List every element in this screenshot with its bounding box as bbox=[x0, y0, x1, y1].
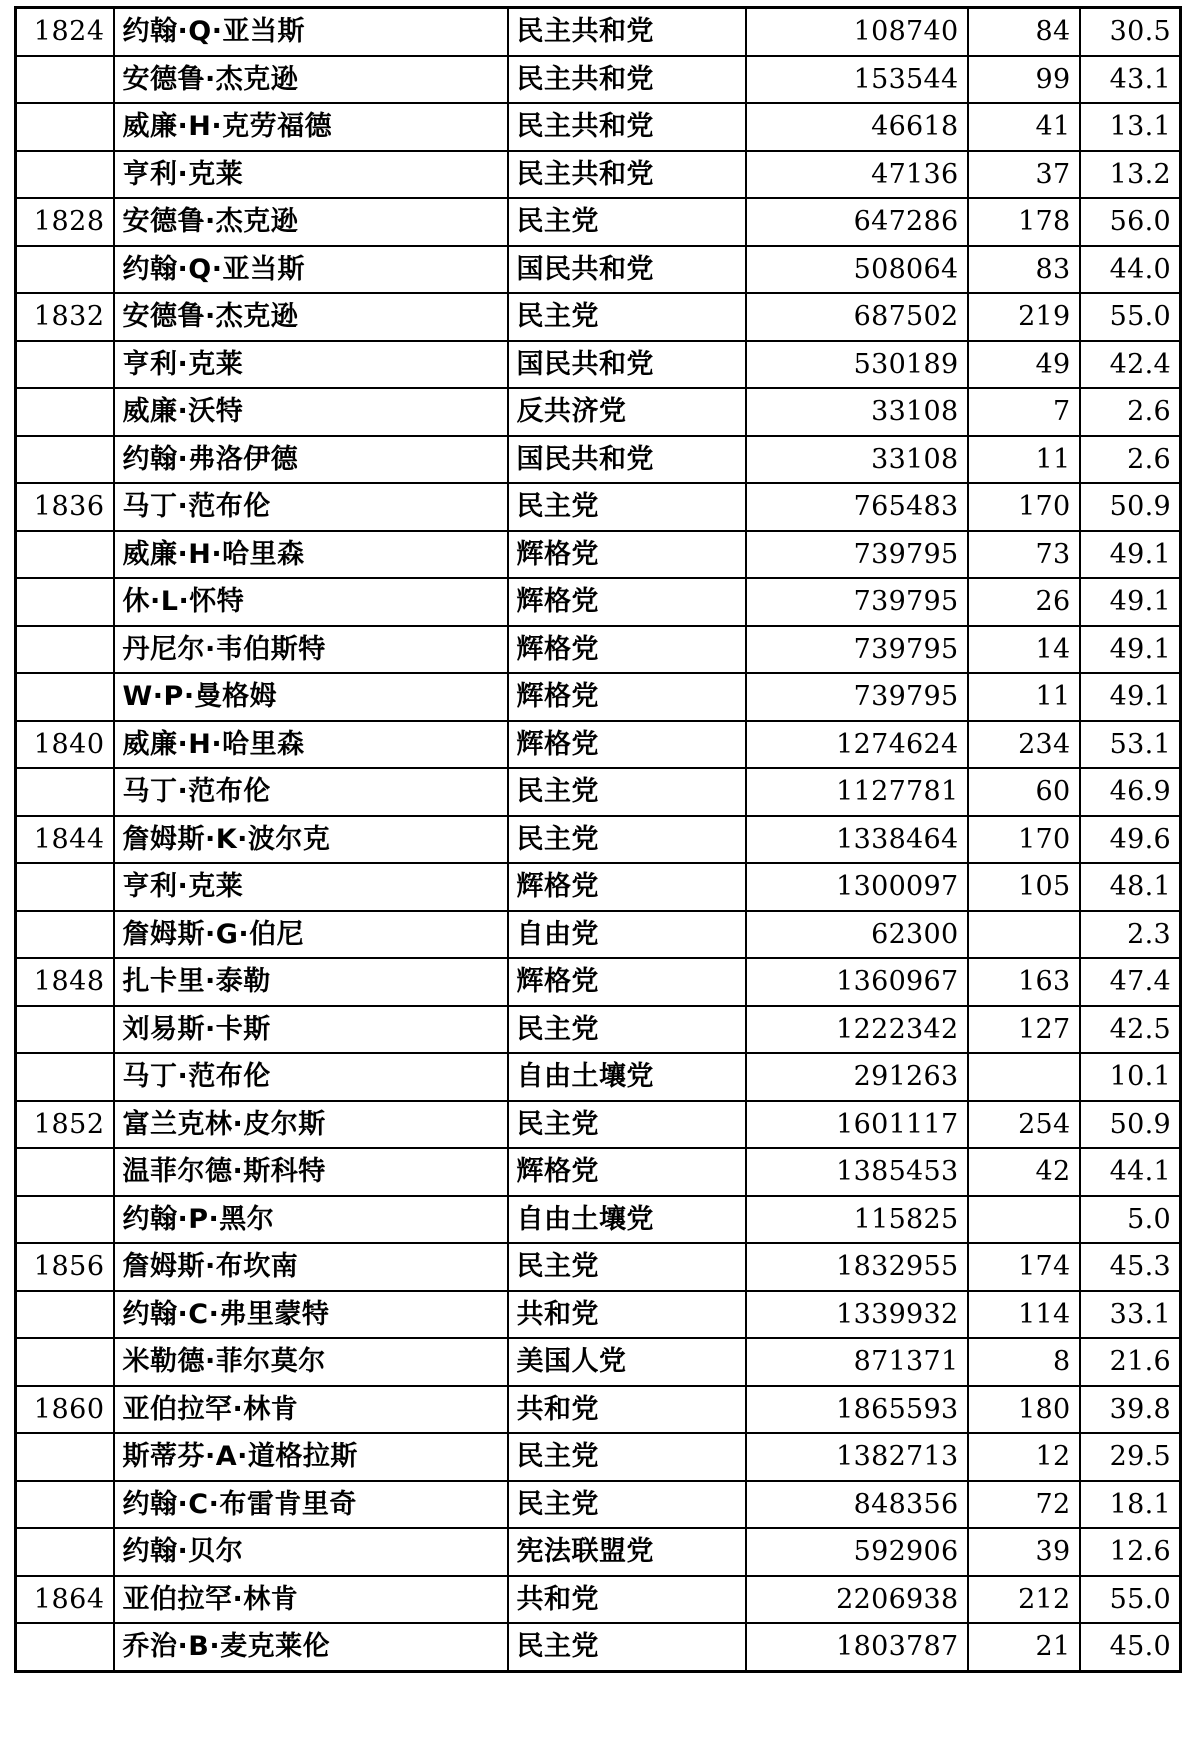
table-body bbox=[16, 8, 1181, 1672]
cell-party: 辉格党 bbox=[508, 1148, 746, 1196]
cell-electoral-votes: 254 bbox=[968, 1101, 1080, 1149]
cell-party: 辉格党 bbox=[508, 958, 746, 1006]
cell-popular-votes: 1832955 bbox=[746, 1243, 968, 1291]
table-row bbox=[16, 1101, 1181, 1149]
cell-percentage: 48.1 bbox=[1080, 863, 1181, 911]
cell-popular-votes: 1222342 bbox=[746, 1006, 968, 1054]
cell-party: 辉格党 bbox=[508, 626, 746, 674]
cell-electoral-votes: 234 bbox=[968, 721, 1080, 769]
cell-candidate-name: 詹姆斯·G·伯尼 bbox=[114, 911, 508, 959]
cell-candidate-name: 米勒德·菲尔莫尔 bbox=[114, 1338, 508, 1386]
table-row bbox=[16, 388, 1181, 436]
cell-electoral-votes: 180 bbox=[968, 1386, 1080, 1434]
table-row bbox=[16, 1528, 1181, 1576]
cell-electoral-votes: 212 bbox=[968, 1576, 1080, 1624]
cell-percentage: 5.0 bbox=[1080, 1196, 1181, 1244]
cell-year bbox=[16, 341, 114, 389]
table-row bbox=[16, 1338, 1181, 1386]
cell-year bbox=[16, 1528, 114, 1576]
cell-popular-votes: 739795 bbox=[746, 578, 968, 626]
cell-percentage: 45.3 bbox=[1080, 1243, 1181, 1291]
cell-popular-votes: 647286 bbox=[746, 198, 968, 246]
cell-electoral-votes bbox=[968, 1053, 1080, 1101]
cell-year bbox=[16, 1148, 114, 1196]
table-row bbox=[16, 816, 1181, 864]
cell-popular-votes: 848356 bbox=[746, 1481, 968, 1529]
cell-electoral-votes: 178 bbox=[968, 198, 1080, 246]
cell-party: 共和党 bbox=[508, 1576, 746, 1624]
cell-popular-votes: 1865593 bbox=[746, 1386, 968, 1434]
cell-percentage: 10.1 bbox=[1080, 1053, 1181, 1101]
cell-electoral-votes: 39 bbox=[968, 1528, 1080, 1576]
table-row bbox=[16, 1433, 1181, 1481]
cell-party: 民主共和党 bbox=[508, 151, 746, 199]
cell-percentage: 33.1 bbox=[1080, 1291, 1181, 1339]
cell-candidate-name: 约翰·C·布雷肯里奇 bbox=[114, 1481, 508, 1529]
cell-candidate-name: 马丁·范布伦 bbox=[114, 1053, 508, 1101]
cell-year bbox=[16, 1291, 114, 1339]
cell-percentage: 42.5 bbox=[1080, 1006, 1181, 1054]
cell-year: 1824 bbox=[16, 8, 114, 56]
cell-party: 民主党 bbox=[508, 1433, 746, 1481]
table-row bbox=[16, 578, 1181, 626]
cell-popular-votes: 1803787 bbox=[746, 1623, 968, 1671]
cell-party: 国民共和党 bbox=[508, 341, 746, 389]
cell-popular-votes: 1127781 bbox=[746, 768, 968, 816]
cell-popular-votes: 687502 bbox=[746, 293, 968, 341]
cell-percentage: 55.0 bbox=[1080, 1576, 1181, 1624]
cell-party: 民主党 bbox=[508, 1481, 746, 1529]
cell-party: 自由土壤党 bbox=[508, 1196, 746, 1244]
cell-year bbox=[16, 1623, 114, 1671]
cell-percentage: 43.1 bbox=[1080, 56, 1181, 104]
cell-percentage: 12.6 bbox=[1080, 1528, 1181, 1576]
cell-candidate-name: 休·L·怀特 bbox=[114, 578, 508, 626]
cell-candidate-name: 亚伯拉罕·林肯 bbox=[114, 1386, 508, 1434]
table-row bbox=[16, 1386, 1181, 1434]
cell-percentage: 45.0 bbox=[1080, 1623, 1181, 1671]
cell-candidate-name: 约翰·P·黑尔 bbox=[114, 1196, 508, 1244]
cell-percentage: 42.4 bbox=[1080, 341, 1181, 389]
cell-electoral-votes: 11 bbox=[968, 436, 1080, 484]
cell-year bbox=[16, 626, 114, 674]
cell-percentage: 56.0 bbox=[1080, 198, 1181, 246]
cell-candidate-name: 亨利·克莱 bbox=[114, 151, 508, 199]
cell-popular-votes: 739795 bbox=[746, 531, 968, 579]
cell-year: 1856 bbox=[16, 1243, 114, 1291]
table-row bbox=[16, 958, 1181, 1006]
cell-percentage: 44.0 bbox=[1080, 246, 1181, 294]
cell-year bbox=[16, 246, 114, 294]
cell-year bbox=[16, 768, 114, 816]
cell-candidate-name: 安德鲁·杰克逊 bbox=[114, 293, 508, 341]
cell-party: 民主党 bbox=[508, 1006, 746, 1054]
cell-year bbox=[16, 1006, 114, 1054]
cell-party: 民主共和党 bbox=[508, 8, 746, 56]
cell-percentage: 49.1 bbox=[1080, 531, 1181, 579]
cell-year: 1832 bbox=[16, 293, 114, 341]
cell-party: 自由土壤党 bbox=[508, 1053, 746, 1101]
cell-year bbox=[16, 388, 114, 436]
cell-candidate-name: 安德鲁·杰克逊 bbox=[114, 198, 508, 246]
cell-candidate-name: 安德鲁·杰克逊 bbox=[114, 56, 508, 104]
cell-year bbox=[16, 1053, 114, 1101]
table-row bbox=[16, 56, 1181, 104]
table-row bbox=[16, 198, 1181, 246]
cell-candidate-name: 丹尼尔·韦伯斯特 bbox=[114, 626, 508, 674]
cell-party: 国民共和党 bbox=[508, 246, 746, 294]
election-results-table bbox=[14, 6, 1182, 1673]
cell-electoral-votes: 49 bbox=[968, 341, 1080, 389]
cell-popular-votes: 1385453 bbox=[746, 1148, 968, 1196]
cell-year bbox=[16, 103, 114, 151]
cell-candidate-name: 威廉·沃特 bbox=[114, 388, 508, 436]
cell-year: 1844 bbox=[16, 816, 114, 864]
cell-party: 民主党 bbox=[508, 293, 746, 341]
cell-candidate-name: 詹姆斯·K·波尔克 bbox=[114, 816, 508, 864]
cell-party: 民主党 bbox=[508, 1623, 746, 1671]
cell-popular-votes: 291263 bbox=[746, 1053, 968, 1101]
cell-candidate-name: 威廉·H·哈里森 bbox=[114, 721, 508, 769]
cell-candidate-name: 马丁·范布伦 bbox=[114, 768, 508, 816]
cell-electoral-votes: 7 bbox=[968, 388, 1080, 436]
cell-candidate-name: 富兰克林·皮尔斯 bbox=[114, 1101, 508, 1149]
cell-electoral-votes: 127 bbox=[968, 1006, 1080, 1054]
cell-popular-votes: 739795 bbox=[746, 626, 968, 674]
table-row bbox=[16, 1623, 1181, 1671]
cell-party: 民主党 bbox=[508, 1101, 746, 1149]
cell-electoral-votes: 42 bbox=[968, 1148, 1080, 1196]
cell-electoral-votes: 12 bbox=[968, 1433, 1080, 1481]
cell-party: 民主党 bbox=[508, 198, 746, 246]
cell-percentage: 49.1 bbox=[1080, 578, 1181, 626]
cell-party: 民主共和党 bbox=[508, 56, 746, 104]
cell-percentage: 49.1 bbox=[1080, 626, 1181, 674]
cell-percentage: 53.1 bbox=[1080, 721, 1181, 769]
table-row bbox=[16, 483, 1181, 531]
cell-percentage: 30.5 bbox=[1080, 8, 1181, 56]
table-row bbox=[16, 246, 1181, 294]
cell-candidate-name: 温菲尔德·斯科特 bbox=[114, 1148, 508, 1196]
cell-popular-votes: 115825 bbox=[746, 1196, 968, 1244]
cell-percentage: 47.4 bbox=[1080, 958, 1181, 1006]
cell-popular-votes: 2206938 bbox=[746, 1576, 968, 1624]
cell-popular-votes: 1360967 bbox=[746, 958, 968, 1006]
cell-electoral-votes: 60 bbox=[968, 768, 1080, 816]
cell-percentage: 46.9 bbox=[1080, 768, 1181, 816]
cell-candidate-name: 乔治·B·麦克莱伦 bbox=[114, 1623, 508, 1671]
cell-party: 辉格党 bbox=[508, 578, 746, 626]
cell-popular-votes: 33108 bbox=[746, 436, 968, 484]
cell-popular-votes: 108740 bbox=[746, 8, 968, 56]
cell-candidate-name: 亨利·克莱 bbox=[114, 341, 508, 389]
table-row bbox=[16, 151, 1181, 199]
table-row bbox=[16, 103, 1181, 151]
cell-electoral-votes: 83 bbox=[968, 246, 1080, 294]
cell-year bbox=[16, 578, 114, 626]
cell-candidate-name: 马丁·范布伦 bbox=[114, 483, 508, 531]
cell-popular-votes: 871371 bbox=[746, 1338, 968, 1386]
table-row bbox=[16, 341, 1181, 389]
cell-year: 1836 bbox=[16, 483, 114, 531]
cell-electoral-votes: 174 bbox=[968, 1243, 1080, 1291]
cell-electoral-votes: 163 bbox=[968, 958, 1080, 1006]
cell-candidate-name: 扎卡里·泰勒 bbox=[114, 958, 508, 1006]
table-row bbox=[16, 1148, 1181, 1196]
cell-percentage: 2.6 bbox=[1080, 436, 1181, 484]
cell-percentage: 50.9 bbox=[1080, 483, 1181, 531]
cell-party: 反共济党 bbox=[508, 388, 746, 436]
cell-popular-votes: 1339932 bbox=[746, 1291, 968, 1339]
table-row bbox=[16, 1243, 1181, 1291]
table-row bbox=[16, 1576, 1181, 1624]
cell-popular-votes: 1274624 bbox=[746, 721, 968, 769]
table-row bbox=[16, 673, 1181, 721]
cell-candidate-name: 约翰·C·弗里蒙特 bbox=[114, 1291, 508, 1339]
cell-year: 1860 bbox=[16, 1386, 114, 1434]
cell-popular-votes: 765483 bbox=[746, 483, 968, 531]
cell-party: 共和党 bbox=[508, 1386, 746, 1434]
cell-percentage: 18.1 bbox=[1080, 1481, 1181, 1529]
cell-electoral-votes: 8 bbox=[968, 1338, 1080, 1386]
cell-electoral-votes: 26 bbox=[968, 578, 1080, 626]
cell-electoral-votes: 105 bbox=[968, 863, 1080, 911]
cell-party: 民主党 bbox=[508, 816, 746, 864]
cell-popular-votes: 1382713 bbox=[746, 1433, 968, 1481]
cell-electoral-votes: 41 bbox=[968, 103, 1080, 151]
cell-candidate-name: 威廉·H·克劳福德 bbox=[114, 103, 508, 151]
cell-year bbox=[16, 1196, 114, 1244]
table-row bbox=[16, 768, 1181, 816]
table-row bbox=[16, 1291, 1181, 1339]
cell-party: 辉格党 bbox=[508, 721, 746, 769]
cell-popular-votes: 1601117 bbox=[746, 1101, 968, 1149]
cell-electoral-votes: 37 bbox=[968, 151, 1080, 199]
cell-percentage: 13.2 bbox=[1080, 151, 1181, 199]
cell-popular-votes: 530189 bbox=[746, 341, 968, 389]
cell-percentage: 55.0 bbox=[1080, 293, 1181, 341]
cell-percentage: 2.3 bbox=[1080, 911, 1181, 959]
cell-electoral-votes: 219 bbox=[968, 293, 1080, 341]
table-row bbox=[16, 1006, 1181, 1054]
cell-electoral-votes: 11 bbox=[968, 673, 1080, 721]
cell-year bbox=[16, 863, 114, 911]
cell-electoral-votes bbox=[968, 911, 1080, 959]
cell-electoral-votes: 170 bbox=[968, 483, 1080, 531]
cell-electoral-votes: 14 bbox=[968, 626, 1080, 674]
cell-party: 民主党 bbox=[508, 483, 746, 531]
cell-party: 辉格党 bbox=[508, 531, 746, 579]
cell-percentage: 13.1 bbox=[1080, 103, 1181, 151]
cell-party: 辉格党 bbox=[508, 863, 746, 911]
cell-popular-votes: 508064 bbox=[746, 246, 968, 294]
cell-percentage: 2.6 bbox=[1080, 388, 1181, 436]
cell-percentage: 39.8 bbox=[1080, 1386, 1181, 1434]
table-row bbox=[16, 436, 1181, 484]
table-row bbox=[16, 1481, 1181, 1529]
cell-year: 1864 bbox=[16, 1576, 114, 1624]
cell-electoral-votes: 72 bbox=[968, 1481, 1080, 1529]
cell-year: 1848 bbox=[16, 958, 114, 1006]
cell-year bbox=[16, 531, 114, 579]
table-row bbox=[16, 863, 1181, 911]
table-row bbox=[16, 1196, 1181, 1244]
cell-candidate-name: 亚伯拉罕·林肯 bbox=[114, 1576, 508, 1624]
cell-electoral-votes: 170 bbox=[968, 816, 1080, 864]
cell-electoral-votes: 21 bbox=[968, 1623, 1080, 1671]
cell-popular-votes: 1300097 bbox=[746, 863, 968, 911]
cell-party: 共和党 bbox=[508, 1291, 746, 1339]
cell-popular-votes: 46618 bbox=[746, 103, 968, 151]
cell-electoral-votes: 99 bbox=[968, 56, 1080, 104]
table-row bbox=[16, 8, 1181, 56]
cell-party: 宪法联盟党 bbox=[508, 1528, 746, 1576]
cell-percentage: 44.1 bbox=[1080, 1148, 1181, 1196]
cell-year bbox=[16, 151, 114, 199]
cell-electoral-votes: 73 bbox=[968, 531, 1080, 579]
table-row bbox=[16, 911, 1181, 959]
cell-candidate-name: 亨利·克莱 bbox=[114, 863, 508, 911]
cell-popular-votes: 739795 bbox=[746, 673, 968, 721]
cell-year bbox=[16, 1481, 114, 1529]
cell-percentage: 21.6 bbox=[1080, 1338, 1181, 1386]
cell-party: 民主党 bbox=[508, 1243, 746, 1291]
cell-year bbox=[16, 1433, 114, 1481]
cell-candidate-name: 詹姆斯·布坎南 bbox=[114, 1243, 508, 1291]
cell-year bbox=[16, 1338, 114, 1386]
cell-year bbox=[16, 56, 114, 104]
cell-year bbox=[16, 673, 114, 721]
cell-popular-votes: 153544 bbox=[746, 56, 968, 104]
cell-popular-votes: 1338464 bbox=[746, 816, 968, 864]
table-row bbox=[16, 1053, 1181, 1101]
table-row bbox=[16, 293, 1181, 341]
cell-candidate-name: 威廉·H·哈里森 bbox=[114, 531, 508, 579]
cell-candidate-name: 约翰·Q·亚当斯 bbox=[114, 8, 508, 56]
cell-year: 1828 bbox=[16, 198, 114, 246]
cell-party: 民主党 bbox=[508, 768, 746, 816]
cell-percentage: 29.5 bbox=[1080, 1433, 1181, 1481]
cell-popular-votes: 62300 bbox=[746, 911, 968, 959]
cell-candidate-name: 刘易斯·卡斯 bbox=[114, 1006, 508, 1054]
cell-percentage: 50.9 bbox=[1080, 1101, 1181, 1149]
cell-year: 1840 bbox=[16, 721, 114, 769]
cell-year: 1852 bbox=[16, 1101, 114, 1149]
cell-party: 美国人党 bbox=[508, 1338, 746, 1386]
cell-party: 辉格党 bbox=[508, 673, 746, 721]
table-row bbox=[16, 721, 1181, 769]
cell-party: 自由党 bbox=[508, 911, 746, 959]
cell-candidate-name: 约翰·Q·亚当斯 bbox=[114, 246, 508, 294]
cell-popular-votes: 47136 bbox=[746, 151, 968, 199]
cell-popular-votes: 592906 bbox=[746, 1528, 968, 1576]
cell-party: 国民共和党 bbox=[508, 436, 746, 484]
cell-candidate-name: 约翰·贝尔 bbox=[114, 1528, 508, 1576]
cell-year bbox=[16, 911, 114, 959]
cell-electoral-votes: 114 bbox=[968, 1291, 1080, 1339]
cell-candidate-name: 斯蒂芬·A·道格拉斯 bbox=[114, 1433, 508, 1481]
table-row bbox=[16, 626, 1181, 674]
table-row bbox=[16, 531, 1181, 579]
cell-candidate-name: 约翰·弗洛伊德 bbox=[114, 436, 508, 484]
cell-electoral-votes bbox=[968, 1196, 1080, 1244]
cell-year bbox=[16, 436, 114, 484]
cell-candidate-name: W·P·曼格姆 bbox=[114, 673, 508, 721]
cell-electoral-votes: 84 bbox=[968, 8, 1080, 56]
cell-percentage: 49.1 bbox=[1080, 673, 1181, 721]
cell-popular-votes: 33108 bbox=[746, 388, 968, 436]
cell-percentage: 49.6 bbox=[1080, 816, 1181, 864]
cell-party: 民主共和党 bbox=[508, 103, 746, 151]
